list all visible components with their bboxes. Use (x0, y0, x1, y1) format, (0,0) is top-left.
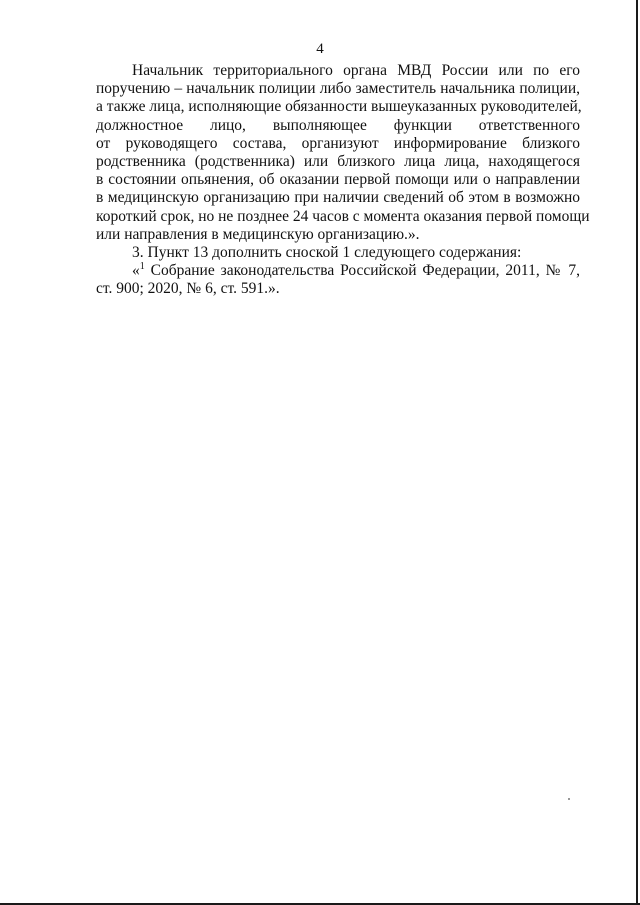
paragraph-line: поручению – начальник полиции либо заместитель начальника полиции, (96, 80, 580, 98)
footnote-mark: 1 (139, 260, 145, 272)
document-body (96, 62, 590, 298)
open-quote: « (132, 262, 140, 280)
scan-artifact (568, 798, 570, 800)
page-number: 4 (316, 41, 324, 57)
paragraph-1 (96, 62, 590, 244)
paragraph-line: в состоянии опьянения, об оказании первой помощи или о направлении (96, 171, 580, 189)
paragraph-line: должностное лицо, выполняющее функции ответственного (96, 116, 580, 134)
page-edge-right (636, 0, 638, 905)
footnote-line (96, 262, 580, 280)
paragraph-line: короткий срок, но не позднее 24 часов с момента оказания первой помощи (96, 207, 590, 225)
paragraph-line: 3. Пункт 13 дополнить сноской 1 следующего содержания: (132, 243, 522, 261)
footnote-line: ст. 900; 2020, № 6, ст. 591.». (96, 280, 280, 298)
paragraph-2 (96, 244, 580, 262)
footnote-text: Собрание законодательства Российской Федерации, 2011, № 7, (144, 262, 580, 280)
paragraph-line: от руководящего состава, организуют информирование близкого (96, 134, 580, 152)
paragraph-line: или направления в медицинскую организацию.». (96, 225, 420, 243)
paragraph-line: а также лица, исполняющие обязанности вышеуказанных руководителей, (96, 98, 582, 116)
paragraph-line: Начальник территориального органа МВД России или по его (132, 62, 580, 79)
paragraph-3 (96, 262, 580, 298)
paragraph-line: родственника (родственника) или близкого лица лица, находящегося (96, 152, 580, 170)
paragraph-line: в медицинскую организацию при наличии сведений об этом в возможно (96, 189, 580, 207)
